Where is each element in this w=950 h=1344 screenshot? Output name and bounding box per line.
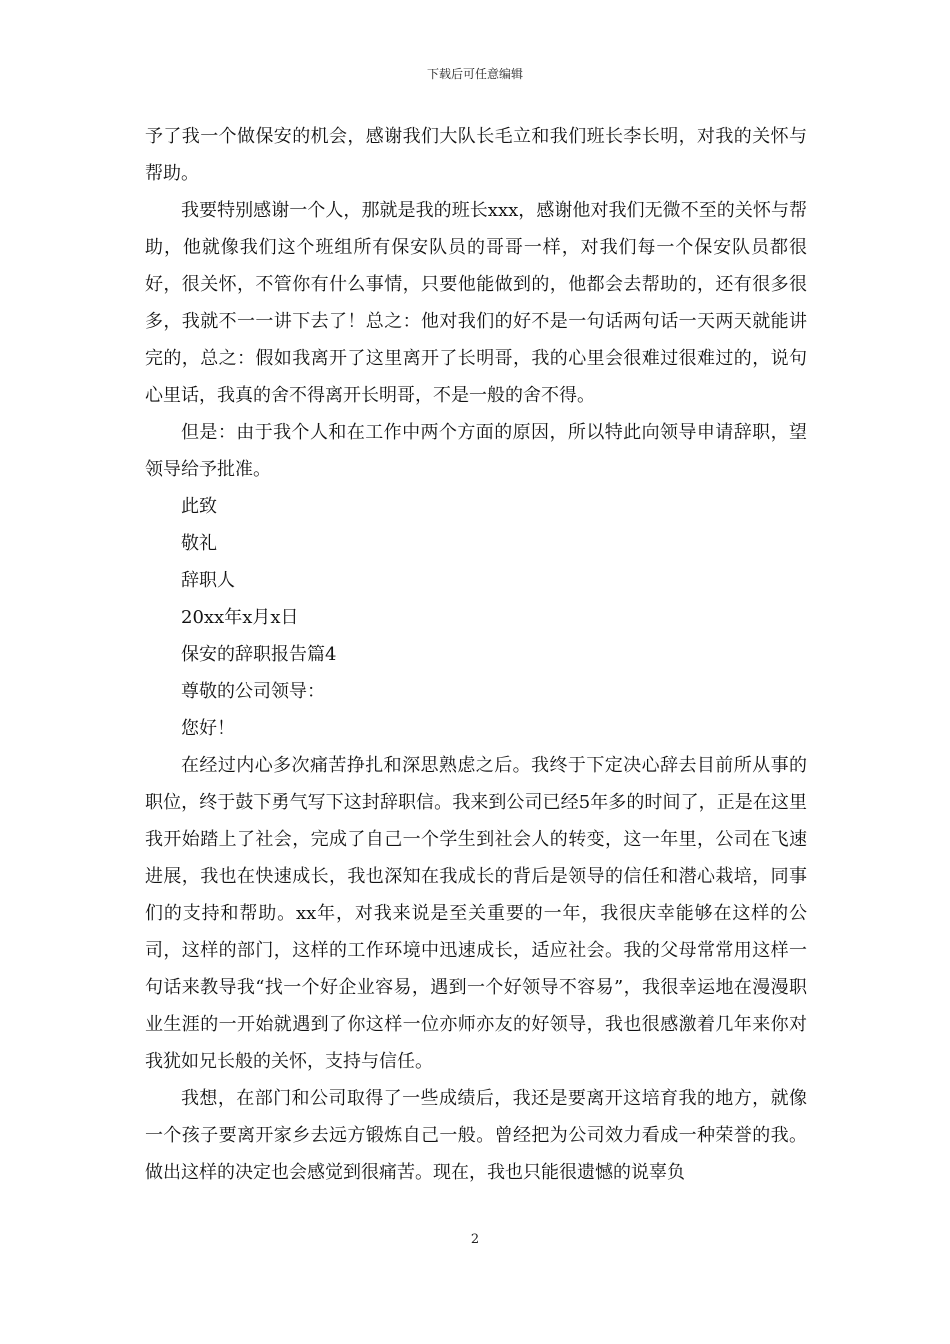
paragraph: 我想，在部门和公司取得了一些成绩后，我还是要离开这培育我的地方，就像一个孩子要离开家乡去远方锻炼自己一般。曾经把为公司效力看成一种荣誉的我。做出这样的决定也会感觉到很痛苦。现在，我也只能很遗憾的说辜负 [145,1088,807,1183]
paragraph: 但是：由于我个人和在工作中两个方面的原因，所以特此向领导申请辞职，望领导给予批准。 [145,422,807,480]
paragraph: 在经过内心多次痛苦挣扎和深思熟虑之后。我终于下定决心辞去目前所从事的职位，终于鼓下勇气写下这封辞职信。我来到公司已经5年多的时间了，正是在这里我开始踏上了社会，完成了自己一个学生到社会人的转变，这一年里，公司在飞速进展，我也在快速成长，我也深知在我成长的背后是领导的信任和潜心栽培，同事们的支持和帮助。xx年，对我来说是至关重要的一年，我很庆幸能够在这样的公司，这样的部门，这样的工作环境中迅速成长，适应社会。我的父母常常用这样一句话来教导我“找一个好企业容易，遇到一个好领导不容易”，我很幸运地在漫漫职业生涯的一开始就遇到了你这样一位亦师亦友的好领导，我也很感激着几年来你对我犹如兄长般的关怀，支持与信任。 [145,755,807,1072]
signature-label: 辞职人 [181,570,235,591]
document-body [145,118,807,1191]
paragraph: 我要特别感谢一个人，那就是我的班长xxx，感谢他对我们无微不至的关怀与帮助，他就像我们这个班组所有保安队员的哥哥一样，对我们每一个保安队员都很好，很关怀，不管你有什么事情，只要他能做到的，他都会去帮助的，还有很多很多，我就不一一讲下去了！总之：他对我们的好不是一句话两句话一天两天就能讲完的，总之：假如我离开了这里离开了长明哥，我的心里会很难过很难过的，说句心里话，我真的舍不得离开长明哥，不是一般的舍不得。 [145,200,807,406]
date-line: 20xx年x月x日 [181,607,299,628]
page-number: 2 [470,1232,480,1247]
paragraph: 予了我一个做保安的机会，感谢我们大队长毛立和我们班长李长明，对我的关怀与帮助。 [145,126,807,184]
page-header: 下载后可任意编辑 [426,67,523,81]
greeting: 您好！ [181,718,235,739]
closing-line: 此致 [181,496,217,517]
salutation: 尊敬的公司领导： [181,681,325,702]
closing-line: 敬礼 [181,533,217,554]
section-title: 保安的辞职报告篇4 [181,644,337,665]
